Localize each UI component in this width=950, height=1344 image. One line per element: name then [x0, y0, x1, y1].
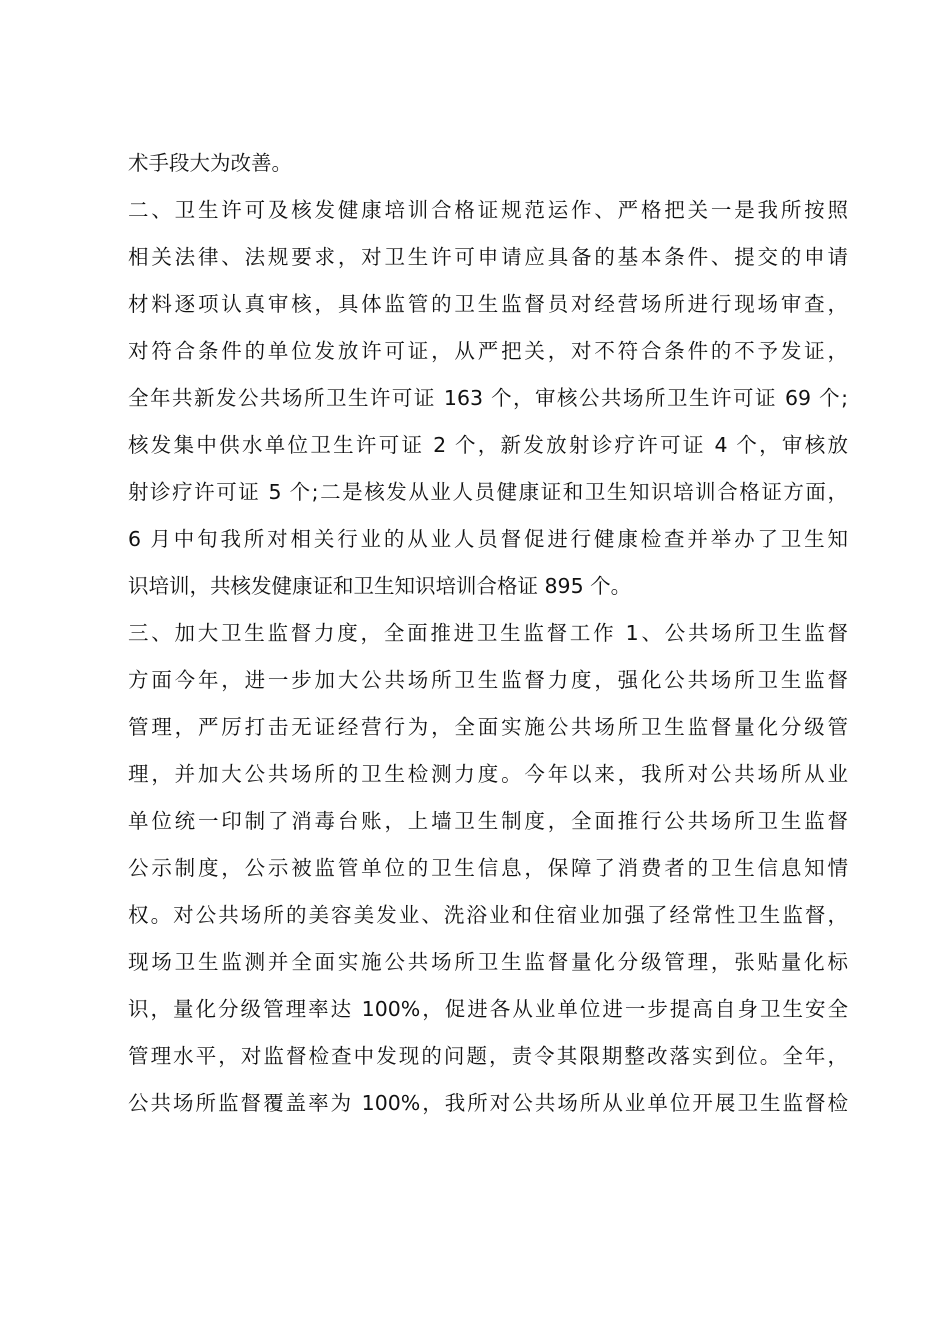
text-line: 核发集中供水单位卫生许可证 2 个，新发放射诊疗许可证 4 个，审核放 — [128, 433, 848, 457]
text-line: 管理水平，对监督检查中发现的问题，责令其限期整改落实到位。全年， — [128, 1044, 848, 1068]
text-line: 射诊疗许可证 5 个;二是核发从业人员健康证和卫生知识培训合格证方面， — [128, 480, 848, 504]
text-line: 现场卫生监测并全面实施公共场所卫生监督量化分级管理，张贴量化标 — [128, 950, 848, 974]
text-line: 二、卫生许可及核发健康培训合格证规范运作、严格把关一是我所按照 — [128, 198, 848, 222]
text-line: 管理，严厉打击无证经营行为，全面实施公共场所卫生监督量化分级管 — [128, 715, 848, 739]
text-line: 材料逐项认真审核，具体监管的卫生监督员对经营场所进行现场审查， — [128, 292, 848, 316]
text-line: 公共场所监督覆盖率为 100%，我所对公共场所从业单位开展卫生监督检 — [128, 1091, 848, 1115]
body-text — [128, 140, 848, 1127]
text-line: 全年共新发公共场所卫生许可证 163 个，审核公共场所卫生许可证 69 个; — [128, 386, 848, 410]
text-line: 对符合条件的单位发放许可证，从严把关，对不符合条件的不予发证， — [128, 339, 848, 363]
text-line: 6 月中旬我所对相关行业的从业人员督促进行健康检查并举办了卫生知 — [128, 527, 848, 551]
text-line: 识，量化分级管理率达 100%，促进各从业单位进一步提高自身卫生安全 — [128, 997, 848, 1021]
text-line: 方面今年，进一步加大公共场所卫生监督力度，强化公共场所卫生监督 — [128, 668, 848, 692]
text-line: 单位统一印制了消毒台账，上墙卫生制度，全面推行公共场所卫生监督 — [128, 809, 848, 833]
text-line: 三、加大卫生监督力度，全面推进卫生监督工作 1、公共场所卫生监督 — [128, 621, 848, 645]
text-line: 权。对公共场所的美容美发业、洗浴业和住宿业加强了经常性卫生监督， — [128, 903, 848, 927]
text-line: 相关法律、法规要求，对卫生许可申请应具备的基本条件、提交的申请 — [128, 245, 848, 269]
text-line: 识培训，共核发健康证和卫生知识培训合格证 895 个。 — [128, 574, 632, 598]
text-line: 理，并加大公共场所的卫生检测力度。今年以来，我所对公共场所从业 — [128, 762, 848, 786]
text-line: 术手段大为改善。 — [128, 151, 292, 175]
text-line: 公示制度，公示被监管单位的卫生信息，保障了消费者的卫生信息知情 — [128, 856, 848, 880]
